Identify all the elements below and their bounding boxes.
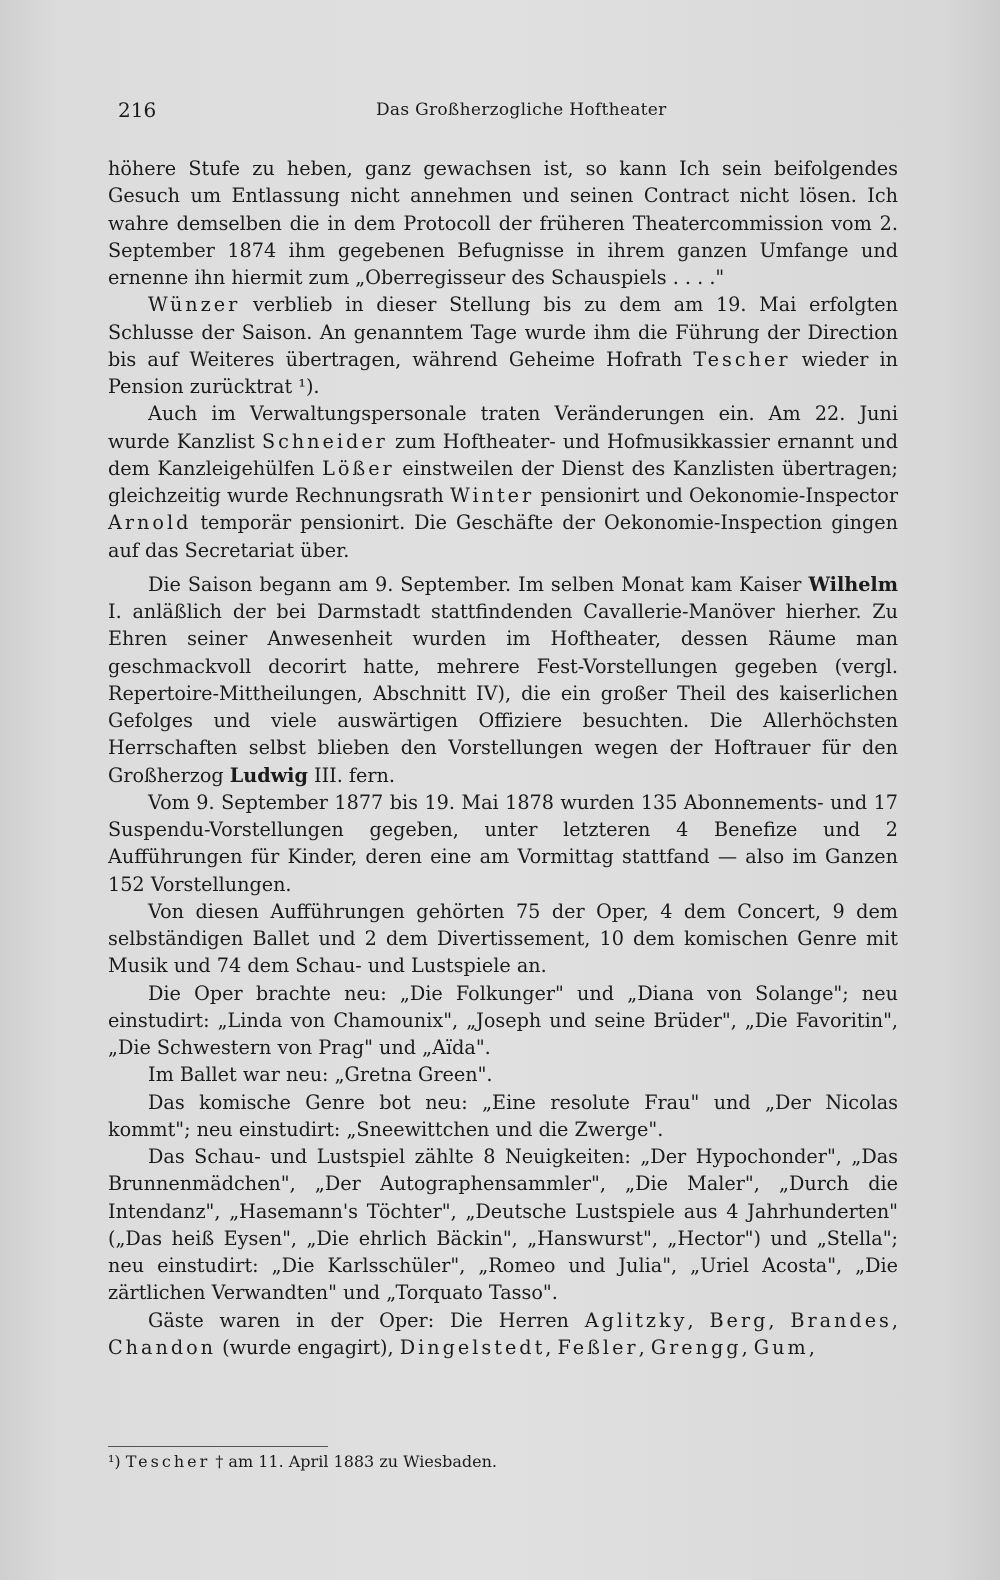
spaced-name: Grengg — [650, 1335, 742, 1359]
paragraph — [108, 789, 898, 898]
footnote-text: † am 11. April 1883 zu Wiesbaden. — [210, 1452, 497, 1471]
paragraph — [108, 571, 898, 789]
text-run: verblieb in dieser Stellung bis zu dem am 19. Mai erfolgten Schlusse der Saison. An genanntem Tage wurde ihm die Führung der Direction bis auf Weiteres übertragen, während Geheime Hofrath — [108, 293, 898, 371]
paragraph — [108, 898, 898, 980]
text-run: , — [768, 1308, 791, 1332]
text-run: Gäste waren in der Oper: Die Herren — [148, 1308, 585, 1332]
text-run: , — [808, 1335, 815, 1359]
spaced-name: Schneider — [261, 429, 388, 453]
page-number: 216 — [118, 98, 157, 122]
footnote-name: Tescher — [125, 1452, 211, 1471]
text-run: temporär pensionirt. Die Geschäfte der Oekonomie-Inspection gingen auf das Secretariat über. — [108, 511, 898, 562]
paragraph — [108, 291, 898, 400]
paragraph — [108, 1089, 898, 1144]
bold-name: Wilhelm — [808, 572, 898, 596]
spaced-name: Brandes — [790, 1308, 892, 1332]
text-run: Die Oper brachte neu: „Die Folkunger" und „Diana von Solange"; neu einstudirt: „Linda von Chamounix", „Joseph und seine Brüder", „Die Favoritin", „Die Schwestern von Prag" und „Aïda". — [108, 981, 898, 1059]
footnote-marker: ¹) — [108, 1452, 121, 1471]
text-run: , — [687, 1308, 710, 1332]
text-run: , — [891, 1308, 899, 1332]
spaced-name: Dingelstedt — [399, 1335, 546, 1359]
text-run: Im Ballet war neu: „Gretna Green". — [148, 1063, 493, 1087]
spaced-name: Tescher — [693, 347, 791, 371]
paragraph — [108, 1143, 898, 1307]
text-run: , — [638, 1335, 651, 1359]
paragraph — [108, 155, 898, 291]
spaced-name: Aglitzky — [584, 1308, 688, 1332]
bold-name: Ludwig — [229, 763, 308, 787]
footnote-rule — [108, 1446, 328, 1447]
body-text — [108, 155, 898, 1361]
spaced-name: Arnold — [108, 511, 192, 535]
text-run: Von diesen Aufführungen gehörten 75 der Oper, 4 dem Concert, 9 dem selbständigen Ballet und 2 dem Divertissement, 10 dem komischen Genre mit Musik und 74 dem Schau- und Lustspiele an. — [108, 899, 898, 978]
paragraph — [108, 400, 898, 564]
text-run: höhere Stufe zu heben, ganz gewachsen ist, so kann Ich sein beifolgendes Gesuch um Entlassung nicht annehmen und seinen Contract nicht lösen. Ich wahre demselben die in dem Protocoll der früheren Theatercommission vom 2. September 1874 ihm gegebenen Befugnisse in ihrem ganzen Umfange und ernenne ihn hiermit zum „Oberregisseur des Schauspiels . . . ." — [108, 157, 898, 289]
text-run: wieder in Pension zurücktrat ¹). — [108, 347, 898, 398]
spaced-name: Winter — [450, 484, 535, 507]
text-run: einstweilen der Dienst des Kanzlisten übertragen; gleichzeitig wurde Rechnungsrath — [108, 456, 898, 507]
text-run: III. fern. — [307, 763, 396, 787]
text-run: Die Saison begann am 9. September. Im selben Monat kam Kaiser — [148, 572, 809, 596]
spaced-name: Lößer — [322, 456, 395, 480]
running-title: Das Großherzogliche Hoftheater — [376, 100, 667, 120]
text-run: , — [545, 1335, 558, 1359]
spaced-name: Berg — [709, 1308, 769, 1332]
spaced-name: Wünzer — [148, 293, 241, 317]
spaced-name: Gum — [753, 1335, 809, 1359]
text-run: Das komische Genre bot neu: „Eine resolute Frau" und „Der Nicolas kommt"; neu einstudirt: „Sneewittchen und die Zwerge". — [108, 1090, 898, 1141]
text-run: Das Schau- und Lustspiel zählte 8 Neuigkeiten: „Der Hypochonder", „Das Brunnenmädchen", „Der Autographensammler", „Die Maler", „Durch die Intendanz", „Hasemann's Töchter", „Deutsche Lustspiele aus 4 Jahrhunderten" („Das heiß Eysen", „Die ehrlich Bäckin", „Hanswurst", „Hector") und „Stella"; neu einstudirt: „Die Karlsschüler", „Romeo und Julia", „Uriel Acosta", „Die zärtlichen Verwandten" und „Torquato Tasso". — [108, 1145, 898, 1305]
text-run: pensionirt und Oekonomie-Inspector — [534, 484, 898, 507]
text-run: Auch im Verwaltungspersonale traten Veränderungen ein. Am 22. Juni wurde Kanzlist — [108, 402, 898, 453]
paragraph — [108, 980, 898, 1062]
text-run: I. anläßlich der bei Darmstadt stattfindenden Cavallerie-Manöver hierher. Zu Ehren seiner Anwesenheit wurden im Hoftheater, dessen Räume man geschmackvoll decorirt hatte, mehrere Fest-Vorstellungen gegeben (vergl. Repertoire-Mittheilungen, Abschnitt IV), die ein großer Theil des kaiserlichen Gefolges und viele auswärtigen Offiziere besuchten. Die Allerhöchsten Herrschaften selbst blieben den Vorstellungen wegen der Hoftrauer für den Großherzog — [108, 600, 898, 787]
footnote — [108, 1452, 808, 1471]
spaced-name: Feßler — [557, 1335, 639, 1359]
text-run: zum Hoftheater- und Hofmusikkassier ernannt und dem Kanzleigehülfen — [108, 429, 898, 480]
text-run: (wurde engagirt), — [216, 1335, 400, 1359]
paragraph — [108, 1307, 898, 1362]
text-run: , — [741, 1335, 754, 1359]
text-run: Vom 9. September 1877 bis 19. Mai 1878 wurden 135 Abonnements- und 17 Suspendu-Vorstellungen gegeben, unter letzteren 4 Benefize und 2 Aufführungen für Kinder, deren eine am Vormittag stattfand — also im Ganzen 152 Vorstellungen. — [108, 790, 898, 896]
spaced-name: Chandon — [108, 1335, 217, 1359]
paragraph — [108, 1061, 898, 1088]
